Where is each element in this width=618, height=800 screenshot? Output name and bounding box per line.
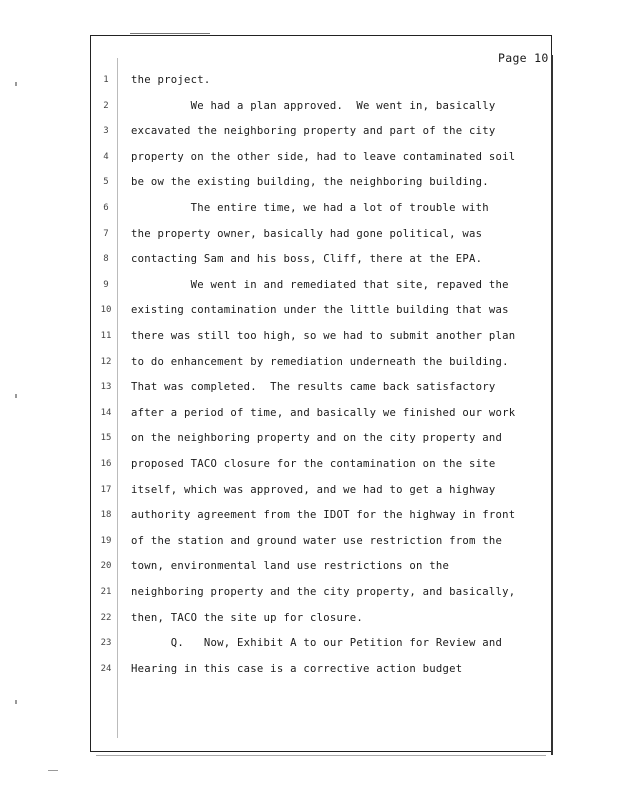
line-number: 20 — [100, 561, 112, 572]
transcript-line: of the station and ground water use restriction from the — [131, 534, 503, 547]
line-number: 8 — [103, 254, 109, 265]
transcript-line: on the neighboring property and on the city property and — [131, 432, 503, 445]
line-number: 23 — [100, 638, 112, 649]
left-margin-rule — [117, 58, 118, 738]
line-number: 19 — [100, 535, 112, 546]
transcript-line: excavated the neighboring property and part of the city — [131, 125, 496, 138]
transcript-line: contacting Sam and his boss, Cliff, there at the EPA. — [131, 253, 483, 266]
bottom-scan-mark — [96, 755, 546, 756]
line-number: 21 — [100, 587, 112, 597]
line-number: 13 — [100, 382, 112, 393]
transcript-line: the property owner, basically had gone political, was — [131, 227, 483, 240]
line-number: 22 — [100, 612, 112, 623]
line-number: 24 — [100, 663, 112, 674]
page-number: Page 10 — [498, 51, 549, 65]
transcript-line: the project. — [131, 74, 211, 86]
transcript-line: be ow the existing building, the neighboring building. — [131, 176, 489, 189]
transcript-line: The entire time, we had a lot of trouble with — [131, 202, 489, 214]
line-number: 1 — [103, 75, 109, 85]
transcript-line: proposed TACO closure for the contamination on the site — [131, 458, 496, 470]
line-number: 9 — [103, 279, 109, 290]
transcript-line: after a period of time, and basically we finished our work — [131, 406, 516, 419]
hole-punch-mark — [15, 394, 17, 398]
transcript-line: town, environmental land use restrictions on the — [131, 560, 450, 573]
line-number: 10 — [100, 305, 112, 316]
hole-punch-mark — [15, 82, 17, 86]
line-number: 17 — [100, 484, 112, 495]
line-number: 16 — [100, 459, 112, 469]
line-number: 5 — [103, 177, 109, 188]
transcript-line: Q. Now, Exhibit A to our Petition for Review and — [131, 637, 503, 650]
line-number: 4 — [103, 151, 109, 162]
transcript-line: neighboring property and the city property, and basically, — [131, 586, 516, 598]
corner-scan-mark — [48, 770, 58, 771]
right-margin-rule — [551, 55, 553, 755]
transcript-line: Hearing in this case is a corrective action budget — [131, 662, 463, 675]
transcript-line: then, TACO the site up for closure. — [131, 611, 363, 624]
transcript-line: there was still too high, so we had to submit another plan — [131, 330, 516, 342]
transcript-line: existing contamination under the little building that was — [131, 304, 509, 317]
top-scan-mark — [130, 33, 210, 34]
transcript-line: to do enhancement by remediation underneath the building. — [131, 355, 509, 368]
transcript-line: We had a plan approved. We went in, basically — [131, 99, 496, 112]
transcript-line: That was completed. The results came back satisfactory — [131, 381, 496, 394]
line-number: 7 — [103, 228, 109, 239]
line-number: 15 — [100, 433, 112, 444]
transcript-line: property on the other side, had to leave contaminated soil — [131, 150, 516, 163]
line-number: 6 — [103, 203, 109, 213]
line-number: 14 — [100, 407, 112, 418]
transcript-line: authority agreement from the IDOT for the highway in front — [131, 509, 516, 522]
transcript-line: We went in and remediated that site, repaved the — [131, 278, 509, 291]
transcript-line: itself, which was approved, and we had to get a highway — [131, 483, 496, 496]
line-number: 2 — [103, 100, 109, 111]
line-number: 12 — [100, 356, 112, 367]
line-number: 18 — [100, 510, 112, 521]
line-number: 3 — [103, 126, 109, 137]
line-number: 11 — [100, 331, 112, 341]
hole-punch-mark — [15, 700, 17, 704]
